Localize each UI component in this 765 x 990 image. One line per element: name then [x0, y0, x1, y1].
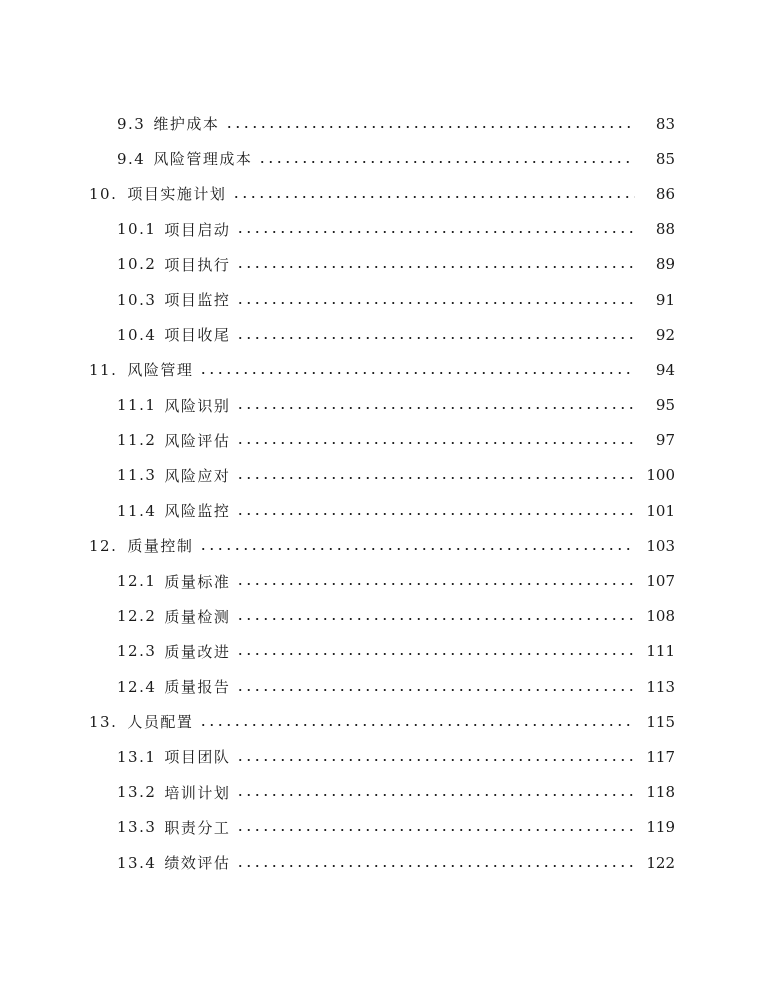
toc-entry-number: 13.3: [117, 818, 157, 837]
toc-entry-title: 质量标准: [164, 572, 231, 591]
toc-entry-number: 12.3: [117, 642, 157, 661]
toc-entry[interactable]: [0, 282, 765, 317]
toc-entry-title: 风险管理成本: [153, 150, 253, 169]
toc-entry-number: 11.3: [117, 466, 157, 485]
toc-entry-page: 107: [646, 572, 675, 591]
toc-entry-page: 92: [655, 325, 675, 344]
toc-dot-leader: [236, 864, 635, 868]
toc-entry-number: 9.3: [117, 114, 146, 133]
toc-chapter-number: 10.: [89, 184, 118, 203]
toc-dot-leader: [236, 441, 635, 445]
toc-entry-number: 11.2: [117, 431, 157, 450]
toc-entry[interactable]: [0, 563, 765, 598]
toc-entry-page: 119: [646, 818, 675, 837]
toc-entry-number: 13.4: [117, 853, 157, 872]
toc-entry[interactable]: [0, 634, 765, 669]
toc-chapter-page: 94: [655, 360, 675, 379]
toc-dot-leader: [236, 512, 635, 516]
toc-entry-number: 10.2: [117, 255, 157, 274]
toc-entry-number: 11.4: [117, 501, 157, 520]
toc-entry-title: 质量报告: [164, 678, 231, 697]
toc-dot-leader: [236, 828, 635, 832]
toc-entry[interactable]: [0, 423, 765, 458]
toc-dot-leader: [232, 195, 635, 199]
toc-chapter-number: 13.: [89, 712, 118, 731]
toc-chapter-page: 103: [646, 536, 675, 555]
toc-entry[interactable]: [0, 669, 765, 704]
toc-entry[interactable]: [0, 810, 765, 845]
toc-dot-leader: [236, 652, 635, 656]
toc-entry-title: 项目执行: [164, 255, 231, 274]
toc-dot-leader: [199, 547, 635, 551]
toc-entry-number: 9.4: [117, 149, 146, 168]
toc-entry-page: 118: [646, 783, 675, 802]
toc-entry[interactable]: [0, 141, 765, 176]
toc-chapter[interactable]: [0, 352, 765, 387]
toc-chapter-page: 86: [655, 184, 675, 203]
toc-dot-leader: [236, 301, 635, 305]
toc-chapter-title: 项目实施计划: [127, 185, 227, 204]
toc-entry[interactable]: [0, 212, 765, 247]
toc-entry-title: 项目团队: [164, 748, 231, 767]
toc-chapter-title: 质量控制: [127, 537, 194, 556]
toc-entry-title: 绩效评估: [164, 854, 231, 873]
toc-entry-page: 88: [655, 220, 675, 239]
toc-dot-leader: [236, 476, 635, 480]
toc-entry-page: 113: [646, 677, 675, 696]
toc-dot-leader: [236, 230, 635, 234]
toc-entry-number: 11.1: [117, 396, 157, 415]
toc-entry-title: 项目启动: [164, 220, 231, 239]
toc-entry[interactable]: [0, 247, 765, 282]
toc-entry-page: 91: [655, 290, 675, 309]
toc-dot-leader: [236, 406, 635, 410]
toc-entry[interactable]: [0, 845, 765, 880]
toc-chapter-number: 12.: [89, 536, 118, 555]
toc-chapter-title: 人员配置: [127, 713, 194, 732]
toc-dot-leader: [225, 125, 635, 129]
toc-entry-title: 维护成本: [153, 115, 220, 134]
table-of-contents: [0, 106, 765, 880]
toc-dot-leader: [236, 617, 635, 621]
toc-entry[interactable]: [0, 317, 765, 352]
toc-chapter[interactable]: [0, 176, 765, 211]
toc-dot-leader: [199, 723, 635, 727]
toc-entry-title: 项目收尾: [164, 326, 231, 345]
toc-entry-title: 职责分工: [164, 818, 231, 837]
toc-entry-number: 12.4: [117, 677, 157, 696]
toc-dot-leader: [236, 758, 635, 762]
toc-entry-number: 10.4: [117, 325, 157, 344]
toc-entry[interactable]: [0, 458, 765, 493]
toc-dot-leader: [236, 336, 635, 340]
toc-dot-leader: [236, 265, 635, 269]
toc-entry-page: 101: [646, 501, 675, 520]
toc-entry[interactable]: [0, 739, 765, 774]
toc-dot-leader: [236, 793, 635, 797]
toc-entry-number: 12.1: [117, 572, 157, 591]
toc-entry-number: 13.1: [117, 747, 157, 766]
toc-entry-page: 83: [655, 114, 675, 133]
toc-dot-leader: [236, 582, 635, 586]
toc-dot-leader: [236, 688, 635, 692]
toc-entry-title: 风险应对: [164, 466, 231, 485]
toc-chapter[interactable]: [0, 528, 765, 563]
toc-entry-number: 12.2: [117, 607, 157, 626]
toc-entry-page: 89: [655, 255, 675, 274]
toc-entry-title: 质量检测: [164, 607, 231, 626]
toc-entry[interactable]: [0, 388, 765, 423]
toc-entry-number: 10.3: [117, 290, 157, 309]
toc-entry-page: 85: [655, 149, 675, 168]
toc-entry-title: 质量改进: [164, 642, 231, 661]
toc-entry-page: 95: [655, 396, 675, 415]
toc-entry-title: 项目监控: [164, 291, 231, 310]
toc-chapter-title: 风险管理: [127, 361, 194, 380]
toc-entry-number: 10.1: [117, 220, 157, 239]
toc-chapter-page: 115: [646, 712, 675, 731]
toc-entry[interactable]: [0, 599, 765, 634]
toc-dot-leader: [199, 371, 635, 375]
toc-entry-title: 风险评估: [164, 431, 231, 450]
toc-entry-number: 13.2: [117, 783, 157, 802]
toc-entry-title: 风险识别: [164, 396, 231, 415]
toc-entry-title: 风险监控: [164, 502, 231, 521]
toc-chapter-number: 11.: [89, 360, 118, 379]
toc-entry-title: 培训计划: [164, 783, 231, 802]
toc-entry-page: 111: [646, 642, 675, 661]
toc-entry[interactable]: [0, 106, 765, 141]
toc-entry-page: 100: [646, 466, 675, 485]
toc-entry[interactable]: [0, 493, 765, 528]
toc-entry-page: 108: [646, 607, 675, 626]
toc-entry-page: 122: [646, 853, 675, 872]
toc-entry-page: 117: [646, 747, 675, 766]
toc-entry-page: 97: [655, 431, 675, 450]
toc-chapter[interactable]: [0, 704, 765, 739]
toc-entry[interactable]: [0, 775, 765, 810]
toc-dot-leader: [258, 160, 635, 164]
